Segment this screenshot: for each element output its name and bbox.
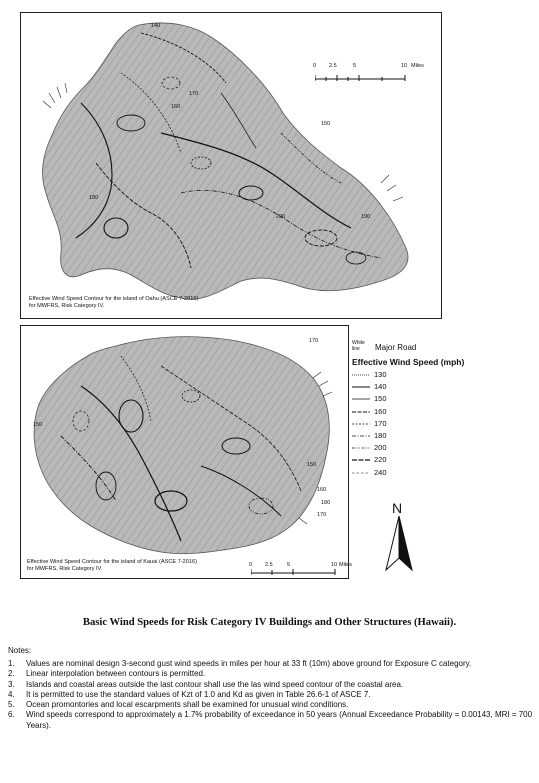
oahu-map: [20, 12, 442, 319]
kauai-label-160: 160: [317, 487, 327, 493]
note-number: 6.: [8, 710, 15, 720]
kauai-label-180: 180: [321, 500, 331, 506]
notes-heading: Notes:: [8, 646, 32, 655]
note-number: 5.: [8, 700, 15, 710]
kauai-island-graphic: [21, 326, 348, 578]
legend-item-label: 130: [374, 370, 387, 379]
legend-item-label: 180: [374, 430, 387, 440]
legend-item-label: 170: [374, 418, 387, 428]
oahu-caption-line1: Effective Wind Speed Contour for the island of Oahu (ASCE 7-2016): [29, 296, 199, 302]
kauai-label-150b: 150: [307, 462, 317, 468]
legend-major-road: [352, 340, 532, 356]
legend-line-swatch: [352, 410, 370, 414]
kauai-landmass: [34, 337, 329, 554]
oahu-label-160: 160: [171, 104, 181, 110]
note-text: Linear interpolation between contours is permitted.: [26, 669, 206, 679]
oahu-caption: [29, 296, 269, 310]
note-text: Values are nominal design 3-second gust wind speeds in miles per hour at 33 ft (10m) above ground for Exposure C category.: [26, 659, 472, 668]
note-item: [8, 690, 536, 700]
legend-item-label: 240: [374, 467, 387, 477]
kauai-caption-line2: for MWFRS, Risk Category IV.: [27, 566, 103, 572]
kauai-label-170a: 170: [309, 338, 319, 344]
note-text: Ocean promontories and local escarpments shall be examined for unusual wind conditions.: [26, 700, 349, 710]
oahu-label-190: 190: [361, 214, 371, 220]
note-item: [8, 680, 536, 690]
oahu-label-170: 170: [189, 91, 199, 97]
legend-line-swatch: [352, 422, 370, 426]
legend-line-swatch: [352, 446, 370, 450]
legend-road-label: Major Road: [375, 343, 417, 352]
note-item: [8, 710, 536, 731]
oahu-scale-bar: [313, 63, 423, 93]
kauai-scale-ruler: [251, 569, 341, 577]
legend-line-swatch: [352, 434, 370, 438]
kauai-scale-tick-10: 10: [331, 562, 338, 568]
kauai-label-170b: 170: [317, 512, 327, 518]
legend-items: [352, 370, 532, 480]
oahu-scale-unit: Miles: [411, 63, 424, 69]
note-text: Wind speeds correspond to approximately a 1.7% probability of exceedance in 50 years (Annual Exceedance Probability = 0.00143, MRI = 700 Years).: [26, 710, 533, 730]
oahu-label-180: 180: [89, 195, 99, 201]
legend-item: [352, 455, 532, 467]
note-number: 2.: [8, 669, 15, 679]
legend-line-swatch: [352, 397, 370, 401]
oahu-island-graphic: [21, 13, 441, 318]
kauai-scale-tick-5: 5: [287, 562, 291, 568]
kauai-scale-bar: [249, 562, 352, 576]
legend-line-swatch: [352, 458, 370, 462]
kauai-caption-line1: Effective Wind Speed Contour for the island of Kauai (ASCE 7-2016): [27, 559, 197, 565]
note-text: It is permitted to use the standard values of Kzt of 1.0 and Kd as given in Table 26.6-1 of ASCE 7.: [26, 689, 371, 699]
oahu-caption-line2: for MWFRS, Risk Category IV.: [29, 303, 105, 309]
legend-title: Effective Wind Speed (mph): [352, 357, 465, 367]
kauai-map: [20, 325, 352, 579]
legend-item: [352, 419, 532, 431]
kauai-label-150a: 150: [33, 422, 43, 428]
oahu-scale-ruler: [315, 73, 411, 85]
map-legend: [352, 340, 532, 480]
oahu-label-200: 200: [276, 214, 286, 220]
legend-item: [352, 468, 532, 480]
note-number: 1.: [8, 659, 15, 668]
oahu-scale-tick-10: 10: [401, 63, 408, 69]
legend-item: [352, 382, 532, 394]
oahu-label-140: 140: [151, 23, 161, 29]
note-number: 4.: [8, 689, 15, 699]
legend-road-symbol-label: White line: [352, 340, 365, 352]
kauai-scale-tick-0: 0: [249, 562, 253, 568]
legend-item-label: 160: [374, 406, 387, 416]
kauai-scale-tick-2-5: 2.5: [265, 562, 273, 568]
legend-item: [352, 407, 532, 419]
kauai-scale-unit: Miles: [339, 562, 352, 568]
oahu-scale-tick-0: 0: [313, 63, 317, 69]
oahu-scale-tick-5: 5: [353, 63, 357, 69]
note-item: [8, 659, 536, 669]
legend-item-label: 150: [374, 394, 387, 404]
legend-item: [352, 394, 532, 406]
note-number: 3.: [8, 679, 15, 689]
kauai-caption: [27, 559, 257, 573]
legend-line-swatch: [352, 471, 370, 475]
oahu-scale-tick-2-5: 2.5: [329, 63, 337, 69]
note-item: [8, 700, 536, 710]
oahu-label-150: 150: [321, 121, 331, 127]
legend-item: [352, 431, 532, 443]
notes-list: [8, 659, 536, 731]
legend-line-swatch: [352, 373, 370, 377]
note-text: Islands and coastal areas outside the last contour shall use the las wind speed contour of the coastal area.: [26, 679, 404, 689]
legend-line-swatch: [352, 385, 370, 389]
legend-item: [352, 370, 532, 382]
north-label: N: [392, 500, 403, 516]
legend-item-label: 140: [374, 382, 387, 392]
legend-item-label: 220: [374, 455, 387, 465]
note-item: [8, 669, 536, 679]
legend-item-label: 200: [374, 443, 387, 453]
north-arrow: [384, 500, 414, 572]
page-title: Basic Wind Speeds for Risk Category IV Buildings and Other Structures (Hawaii).: [82, 617, 457, 628]
north-arrow-icon: [384, 516, 414, 572]
legend-item: [352, 443, 532, 455]
